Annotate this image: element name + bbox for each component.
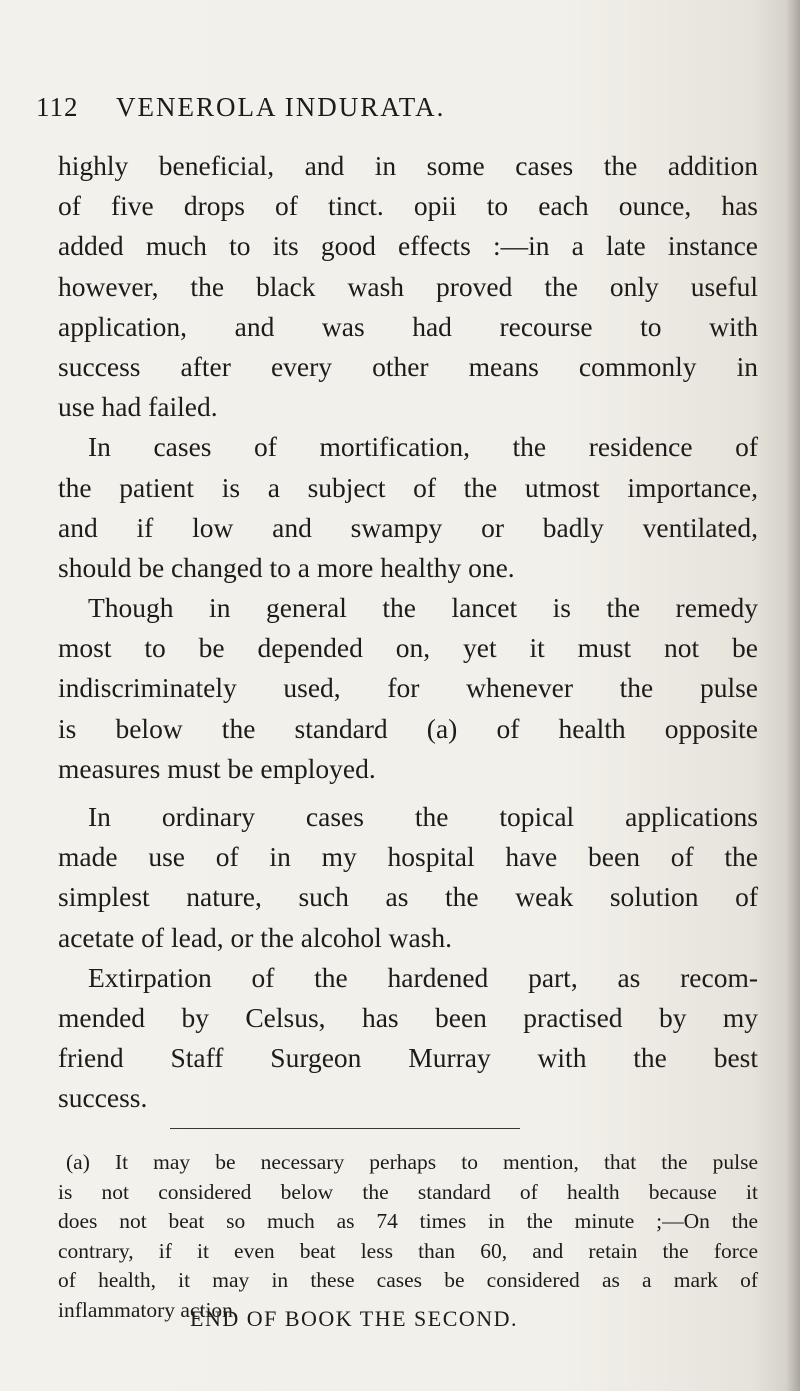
text-line: friend Staff Surgeon Murray with the best	[58, 1042, 758, 1074]
text-line: and if low and swampy or badly ventilated,	[58, 511, 758, 543]
footnote-line: of health, it may in these cases be considered as a mark of	[58, 1268, 758, 1292]
text-line: is below the standard (a) of health opposite	[58, 712, 758, 744]
text-line: mended by Celsus, has been practised by my	[58, 1001, 758, 1033]
end-of-book-note: END OF BOOK THE SECOND.	[190, 1306, 519, 1331]
running-title: VENEROLA INDURATA.	[116, 92, 446, 122]
text-line: should be changed to a more healthy one.	[58, 551, 515, 583]
text-line: In ordinary cases the topical applications	[88, 801, 758, 832]
text-line: success after every other means commonly in	[58, 350, 758, 382]
footnote-line: contrary, if it even beat less than 60, and retain the force	[58, 1238, 758, 1263]
footnote-line: does not beat so much as 74 times in the minute ;—On the	[58, 1209, 758, 1233]
text-line: use had failed.	[58, 391, 218, 423]
body-text	[58, 146, 758, 1119]
footnote	[58, 1148, 758, 1325]
footnote-line: inflammatory action.	[58, 1297, 239, 1322]
text-line: simplest nature, such as the weak solution of	[58, 881, 758, 913]
text-line: measures must be employed.	[58, 752, 376, 784]
text-line: most to be depended on, yet it must not be	[58, 632, 758, 664]
text-line: Extirpation of the hardened part, as recom-	[88, 961, 758, 993]
text-line: indiscriminately used, for whenever the pulse	[58, 672, 758, 704]
text-line: the patient is a subject of the utmost importance,	[58, 471, 758, 503]
text-line: application, and was had recourse to with	[58, 310, 758, 342]
page-number: 112	[36, 92, 79, 122]
text-line: added much to its good effects :—in a late instance	[58, 230, 758, 262]
text-line: Though in general the lancet is the remedy	[88, 592, 758, 624]
text-line: acetate of lead, or the alcohol wash.	[58, 921, 452, 953]
footnote-line: (a) It may be necessary perhaps to mention, that the pulse	[66, 1150, 758, 1174]
text-line: however, the black wash proved the only useful	[58, 270, 758, 302]
text-line: success.	[58, 1082, 148, 1114]
text-line: made use of in my hospital have been of the	[58, 841, 758, 873]
text-line: of five drops of tinct. opii to each ounce, has	[58, 190, 758, 222]
text-line: highly beneficial, and in some cases the addition	[58, 150, 758, 181]
text-line: In cases of mortification, the residence of	[88, 431, 758, 463]
footnote-divider	[170, 1128, 520, 1129]
page-edge-shadow	[786, 0, 800, 1391]
footnote-line: is not considered below the standard of health because it	[58, 1179, 758, 1204]
